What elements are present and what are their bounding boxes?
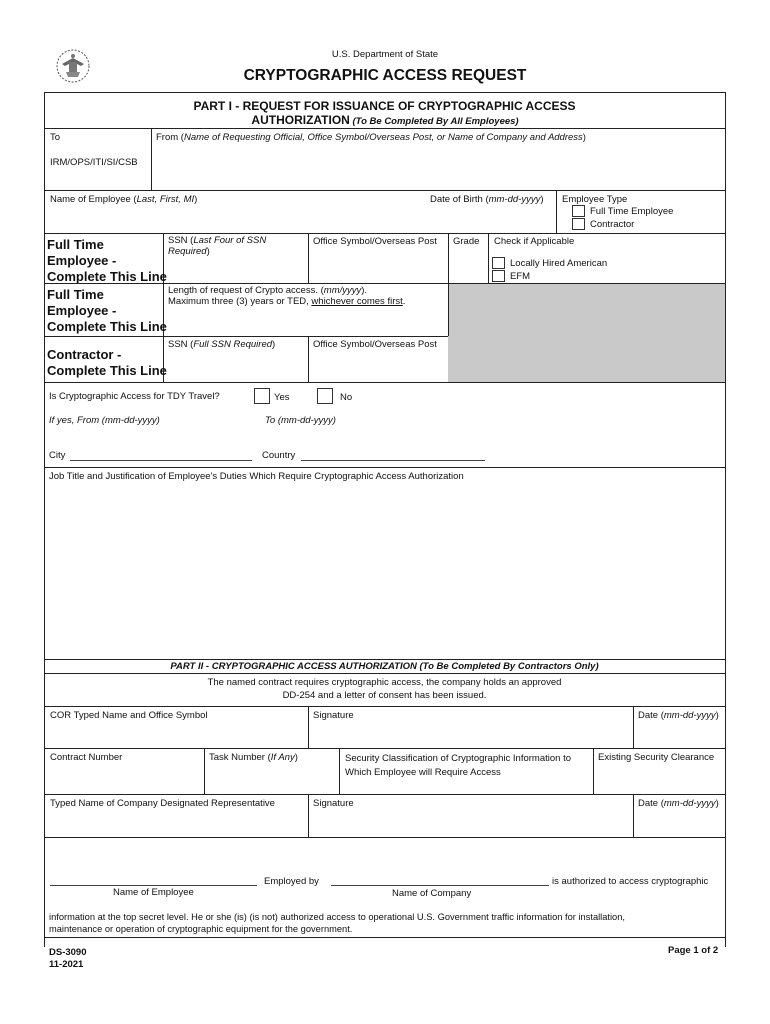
tdy-no-checkbox[interactable] bbox=[317, 388, 333, 404]
contractor-label-1: Contractor - bbox=[47, 347, 122, 362]
grade-field[interactable]: Grade bbox=[453, 236, 480, 247]
existing-clearance-field[interactable]: Existing Security Clearance bbox=[598, 752, 715, 763]
fulltime2-label-2: Employee - bbox=[47, 303, 117, 318]
form-date: 11-2021 bbox=[49, 959, 84, 970]
authorization-paragraph-line2: maintenance or operation of cryptographic equipment for the government. bbox=[49, 924, 353, 934]
locally-hired-checkbox[interactable] bbox=[492, 257, 505, 269]
security-classification-field[interactable] bbox=[345, 752, 571, 780]
employee-name-note: Last, First, MI bbox=[136, 194, 195, 205]
authorization-paragraph-line1: information at the top secret level. He or she (is) (is not) authorized access to operational U.S. Government traffic information for installation, bbox=[49, 912, 625, 922]
page-number: Page 1 of 2 bbox=[668, 945, 719, 956]
locally-hired-label: Locally Hired American bbox=[510, 258, 608, 269]
ssn-last4-field[interactable] bbox=[168, 235, 266, 257]
ssn4-label: SSN ( bbox=[168, 235, 194, 246]
ssn-full-label: SSN ( bbox=[168, 339, 194, 350]
form-number: DS-3090 bbox=[49, 947, 87, 958]
part2-title: PART II - CRYPTOGRAPHIC ACCESS AUTHORIZATION (To Be Completed By Contractors Only) bbox=[170, 661, 599, 672]
part1-title-note: (To Be Completed By All Employees) bbox=[352, 116, 519, 127]
tdy-yes-checkbox[interactable] bbox=[254, 388, 270, 404]
contractor-checkbox[interactable] bbox=[572, 218, 585, 230]
gray-block-upper bbox=[448, 284, 725, 336]
from-label: From ( bbox=[156, 132, 184, 143]
employee-name-field[interactable] bbox=[50, 194, 197, 205]
country-input-line[interactable] bbox=[301, 460, 485, 461]
contractor-line-label bbox=[47, 347, 167, 379]
authorized-text: is authorized to access cryptographic bbox=[552, 876, 709, 887]
ssn4-note-2: Required bbox=[168, 246, 207, 257]
from-note: Name of Requesting Official, Office Symbol/Overseas Post, or Name of Company and Address bbox=[183, 132, 583, 143]
company-rep-date-field[interactable] bbox=[638, 798, 719, 809]
tdy-no-label: No bbox=[340, 392, 353, 403]
employee-type-label: Employee Type bbox=[562, 194, 628, 205]
office-symbol-field[interactable]: Office Symbol/Overseas Post bbox=[313, 236, 437, 247]
department-name: U.S. Department of State bbox=[331, 49, 439, 60]
form-title: CRYPTOGRAPHIC ACCESS REQUEST bbox=[243, 67, 527, 84]
task-number-field[interactable] bbox=[209, 752, 298, 763]
cor-date-close: ) bbox=[715, 710, 719, 721]
security-class-line1: Security Classification of Cryptographic Information to bbox=[345, 753, 571, 764]
dob-note: mm-dd-yyyy bbox=[488, 194, 541, 205]
contractor-label: Contractor bbox=[590, 219, 635, 230]
name-of-employee-caption: Name of Employee bbox=[113, 887, 194, 898]
fulltime-line1-label bbox=[47, 237, 167, 285]
name-of-company-caption: Name of Company bbox=[392, 888, 472, 899]
security-class-line2: Which Employee will Require Access bbox=[345, 767, 501, 778]
fulltime-line2-label bbox=[47, 287, 167, 335]
fulltime-label-2: Employee - bbox=[47, 253, 117, 268]
task-number-close: ) bbox=[294, 752, 298, 763]
employee-name-line[interactable] bbox=[50, 885, 257, 886]
ssn-full-field[interactable] bbox=[168, 339, 275, 350]
rep-date-close: ) bbox=[715, 798, 719, 809]
job-title-textarea[interactable] bbox=[46, 485, 723, 655]
company-rep-signature-field[interactable]: Signature bbox=[313, 798, 354, 809]
contractor-office-field[interactable]: Office Symbol/Overseas Post bbox=[313, 339, 437, 350]
from-field[interactable] bbox=[156, 132, 586, 143]
contract-number-field[interactable]: Contract Number bbox=[50, 752, 123, 763]
dob-label: Date of Birth ( bbox=[430, 194, 489, 205]
cor-date-label: Date ( bbox=[638, 710, 664, 721]
length-of-request-field[interactable] bbox=[168, 285, 405, 307]
from-close: ) bbox=[582, 132, 586, 143]
check-applicable-label: Check if Applicable bbox=[494, 236, 575, 247]
part1-title-line1: PART I - REQUEST FOR ISSUANCE OF CRYPTOGRAPHIC ACCESS bbox=[193, 99, 576, 113]
task-number-label: Task Number ( bbox=[209, 752, 271, 763]
dob-close: ) bbox=[540, 194, 544, 205]
company-name-line[interactable] bbox=[331, 885, 549, 886]
company-rep-field[interactable]: Typed Name of Company Designated Representative bbox=[50, 798, 275, 809]
efm-checkbox[interactable] bbox=[492, 270, 505, 282]
cor-date-field[interactable] bbox=[638, 710, 719, 721]
length-line1-a: Length of request of Crypto access. ( bbox=[168, 285, 324, 296]
tdy-yes-label: Yes bbox=[274, 392, 290, 403]
employee-name-label: Name of Employee ( bbox=[50, 194, 137, 205]
tdy-question: Is Cryptographic Access for TDY Travel? bbox=[49, 391, 220, 402]
ssn-full-note: Full SSN Required bbox=[193, 339, 273, 350]
fulltime-label-1: Full Time bbox=[47, 237, 104, 252]
job-title-label: Job Title and Justification of Employee's Duties Which Require Cryptographic Access Authorization bbox=[49, 471, 464, 482]
tdy-from-date-label: If yes, From (mm-dd-yyyy) bbox=[49, 415, 160, 426]
fulltime-label-3: Complete This Line bbox=[47, 269, 167, 284]
ssn4-close: ) bbox=[206, 246, 210, 257]
length-line2-a: Maximum three (3) years or TED, bbox=[168, 296, 312, 307]
contractor-label-2: Complete This Line bbox=[47, 363, 167, 378]
efm-label: EFM bbox=[510, 271, 531, 282]
to-value[interactable]: IRM/OPS/ITI/SI/CSB bbox=[50, 157, 138, 168]
fulltime2-label-3: Complete This Line bbox=[47, 319, 167, 334]
dob-field[interactable] bbox=[430, 194, 544, 205]
part1-authorization: AUTHORIZATION bbox=[251, 113, 350, 127]
length-line2-b: whichever comes first bbox=[311, 296, 403, 307]
cor-date-note: mm-dd-yyyy bbox=[663, 710, 716, 721]
fulltime2-label-1: Full Time bbox=[47, 287, 104, 302]
gray-block-lower bbox=[448, 336, 725, 382]
to-label: To bbox=[50, 132, 61, 143]
length-line1-b: mm/yyyy bbox=[323, 285, 362, 296]
task-number-note: If Any bbox=[270, 752, 295, 763]
rep-date-note: mm-dd-yyyy bbox=[663, 798, 716, 809]
cor-name-field[interactable]: COR Typed Name and Office Symbol bbox=[50, 710, 208, 721]
length-line1-c: ). bbox=[361, 285, 368, 296]
cor-signature-field[interactable]: Signature bbox=[313, 710, 354, 721]
part1-title-line2 bbox=[0, 113, 770, 127]
full-time-employee-checkbox[interactable] bbox=[572, 205, 585, 217]
city-input-line[interactable] bbox=[70, 460, 252, 461]
ssn-full-close: ) bbox=[272, 339, 276, 350]
length-line2-c: . bbox=[402, 296, 406, 307]
country-label: Country bbox=[262, 450, 296, 461]
ssn4-note-1: Last Four of SSN bbox=[193, 235, 267, 246]
city-label: City bbox=[49, 450, 66, 461]
part2-note-line2: DD-254 and a letter of consent has been issued. bbox=[282, 690, 487, 701]
tdy-to-date-label: To (mm-dd-yyyy) bbox=[265, 415, 336, 426]
part2-note-line1: The named contract requires cryptographic access, the company holds an approved bbox=[207, 677, 562, 688]
employee-name-close: ) bbox=[194, 194, 198, 205]
employed-by-text: Employed by bbox=[264, 876, 319, 887]
full-time-employee-label: Full Time Employee bbox=[590, 206, 674, 217]
rep-date-label: Date ( bbox=[638, 798, 664, 809]
